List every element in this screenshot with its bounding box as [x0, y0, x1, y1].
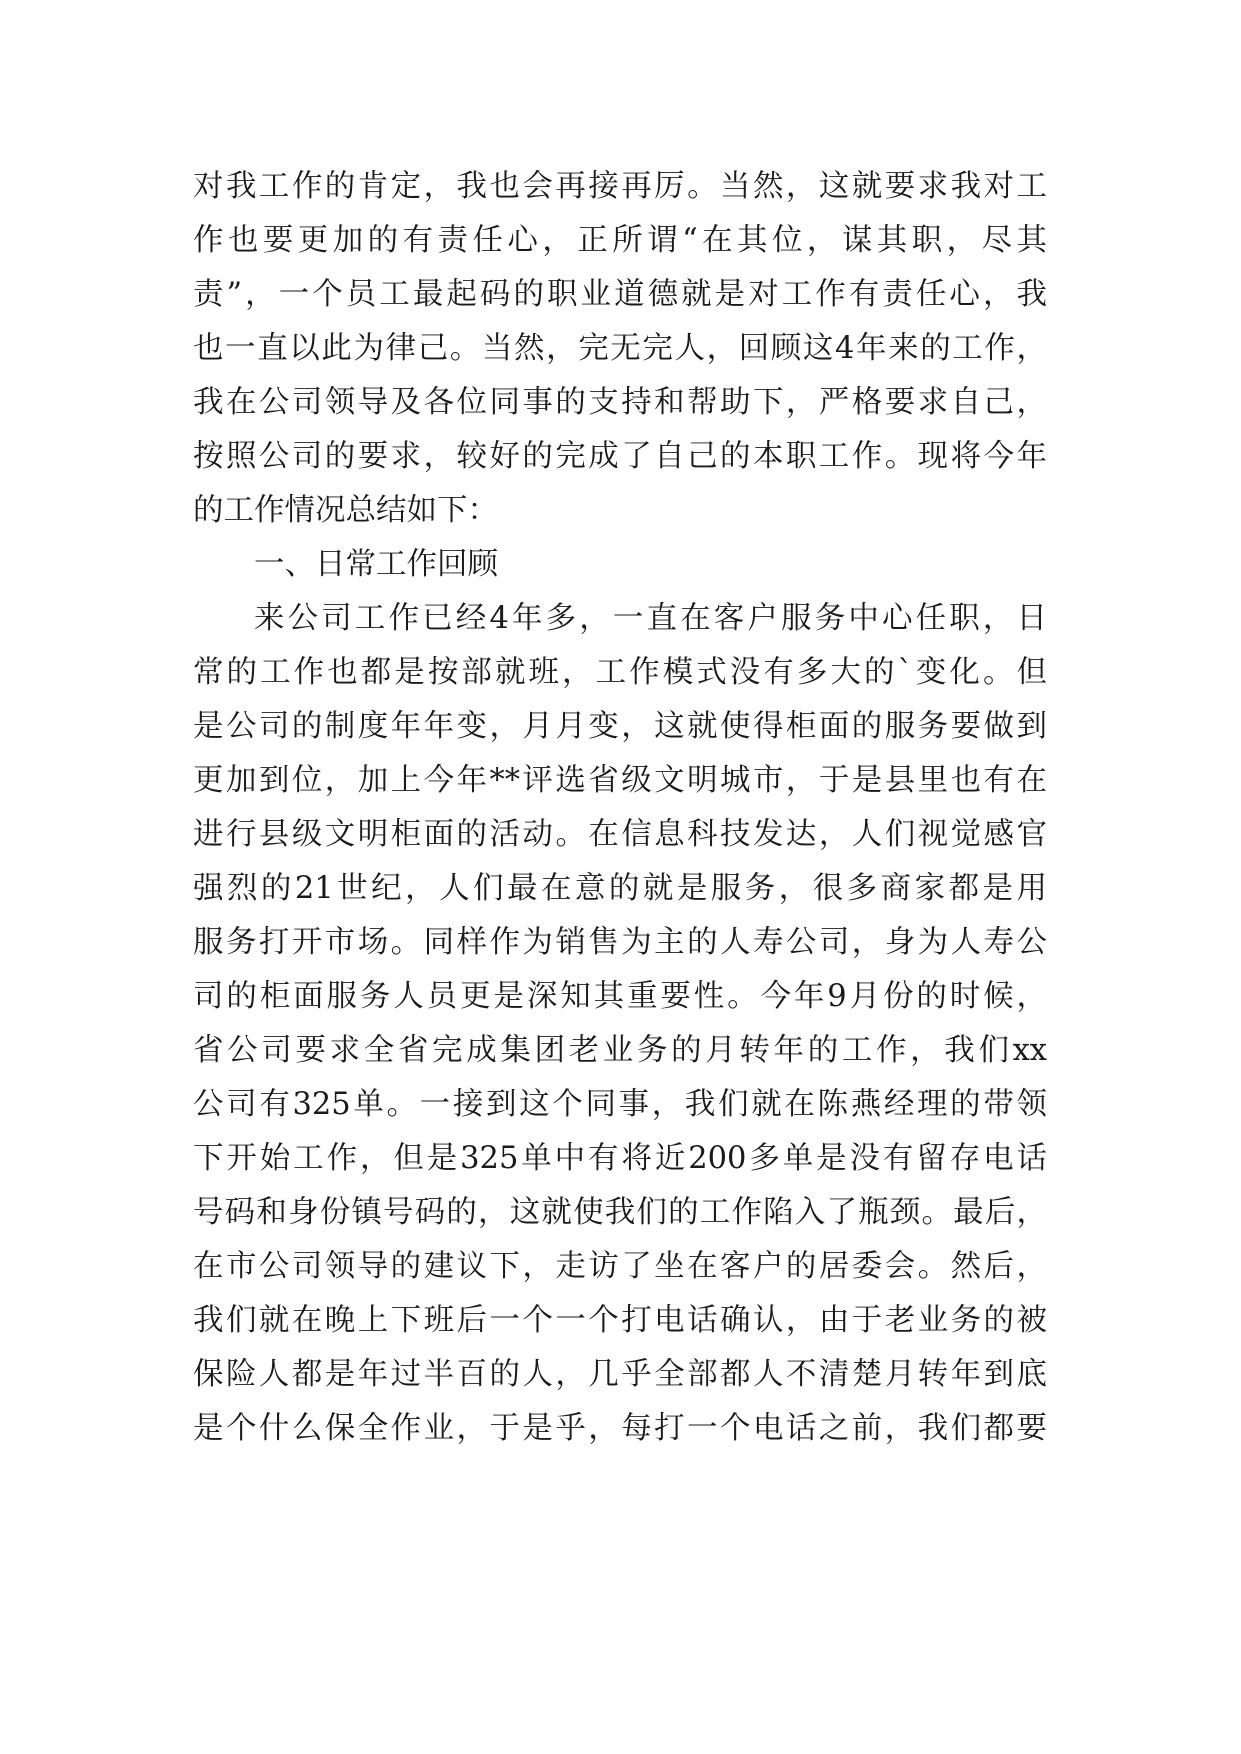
text-line: 按照公司的要求，较好的完成了自己的本职工作。现将今年 [193, 439, 1047, 474]
text-line: 我在公司领导及各位同事的支持和帮助下，严格要求自己， [193, 385, 1047, 420]
text-line: 对我工作的肯定，我也会再接再厉。当然，这就要求我对工 [193, 169, 1047, 204]
text-line: 责”，一个员工最起码的职业道德就是对工作有责任心，我 [193, 277, 1047, 312]
text-line: 省公司要求全省完成集团老业务的月转年的工作，我们xx [193, 1033, 1047, 1068]
text-line: 我们就在晚上下班后一个一个打电话确认，由于老业务的被 [193, 1303, 1047, 1338]
text-line: 公司有325单。一接到这个同事，我们就在陈燕经理的带领 [193, 1087, 1047, 1122]
text-line: 司的柜面服务人员更是深知其重要性。今年9月份的时候， [193, 979, 1047, 1014]
text-line: 是公司的制度年年变，月月变，这就使得柜面的服务要做到 [193, 709, 1047, 744]
text-line: 下开始工作，但是325单中有将近200多单是没有留存电话 [193, 1141, 1047, 1176]
text-line: 来公司工作已经4年多，一直在客户服务中心任职，日 [254, 601, 1047, 636]
text-line: 也一直以此为律己。当然，完无完人，回顾这4年来的工作， [193, 331, 1047, 366]
text-line: 的工作情况总结如下： [193, 493, 498, 528]
text-line: 保险人都是年过半百的人，几乎全部都人不清楚月转年到底 [193, 1357, 1047, 1392]
text-line: 进行县级文明柜面的活动。在信息科技发达，人们视觉感官 [193, 817, 1047, 852]
section-heading: 一、日常工作回顾 [254, 547, 498, 582]
text-line: 在市公司领导的建议下，走访了坐在客户的居委会。然后， [193, 1249, 1047, 1284]
text-line: 是个什么保全作业，于是乎，每打一个电话之前，我们都要 [193, 1411, 1047, 1446]
text-line: 更加到位，加上今年**评选省级文明城市，于是县里也有在 [193, 763, 1047, 798]
text-line: 服务打开市场。同样作为销售为主的人寿公司，身为人寿公 [193, 925, 1047, 960]
text-line: 常的工作也都是按部就班，工作模式没有多大的`变化。但 [193, 655, 1047, 690]
text-line: 作也要更加的有责任心，正所谓“在其位，谋其职，尽其 [193, 223, 1047, 258]
text-line: 强烈的21世纪，人们最在意的就是服务，很多商家都是用 [193, 871, 1047, 906]
text-line: 号码和身份镇号码的，这就使我们的工作陷入了瓶颈。最后， [193, 1195, 1047, 1230]
document-body [193, 160, 1047, 1456]
